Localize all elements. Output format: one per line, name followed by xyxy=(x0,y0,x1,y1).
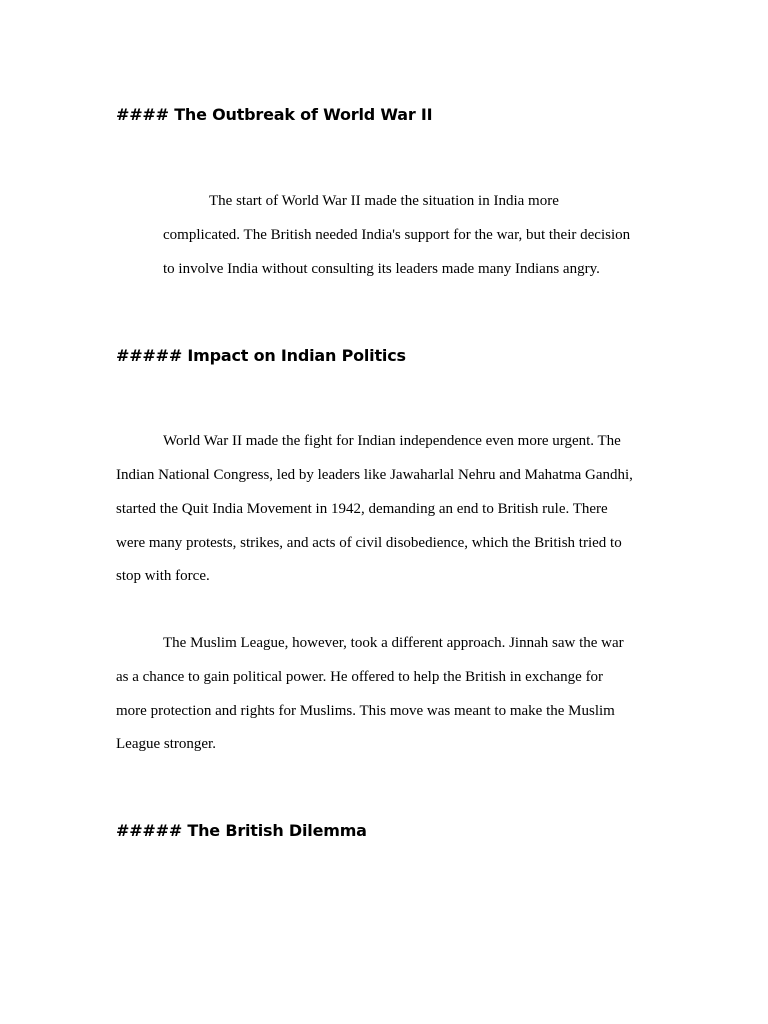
paragraph-line: as a chance to gain political power. He offered to help the British in exchange for xyxy=(116,669,604,685)
paragraph-line: started the Quit India Movement in 1942, demanding an end to British rule. There xyxy=(116,501,608,517)
paragraph-line: The start of World War II made the situation in India more xyxy=(209,193,559,209)
paragraph-line: League stronger. xyxy=(116,736,216,752)
paragraph-line: World War II made the fight for Indian independence even more urgent. The xyxy=(163,433,621,449)
paragraph-line: to involve India without consulting its leaders made many Indians angry. xyxy=(163,261,600,277)
heading-outbreak-of-world-war-ii: #### The Outbreak of World War II xyxy=(116,105,433,124)
paragraph-line: were many protests, strikes, and acts of civil disobedience, which the British tried to xyxy=(116,535,622,551)
paragraph-line: The Muslim League, however, took a different approach. Jinnah saw the war xyxy=(163,635,624,651)
paragraph-line: more protection and rights for Muslims. This move was meant to make the Muslim xyxy=(116,703,615,719)
heading-british-dilemma: ##### The British Dilemma xyxy=(116,821,367,840)
paragraph-line: Indian National Congress, led by leaders like Jawaharlal Nehru and Mahatma Gandhi, xyxy=(116,467,633,483)
paragraph-line: stop with force. xyxy=(116,568,210,584)
heading-impact-on-indian-politics: ##### Impact on Indian Politics xyxy=(116,346,406,365)
paragraph-line: complicated. The British needed India's support for the war, but their decision xyxy=(163,227,631,243)
